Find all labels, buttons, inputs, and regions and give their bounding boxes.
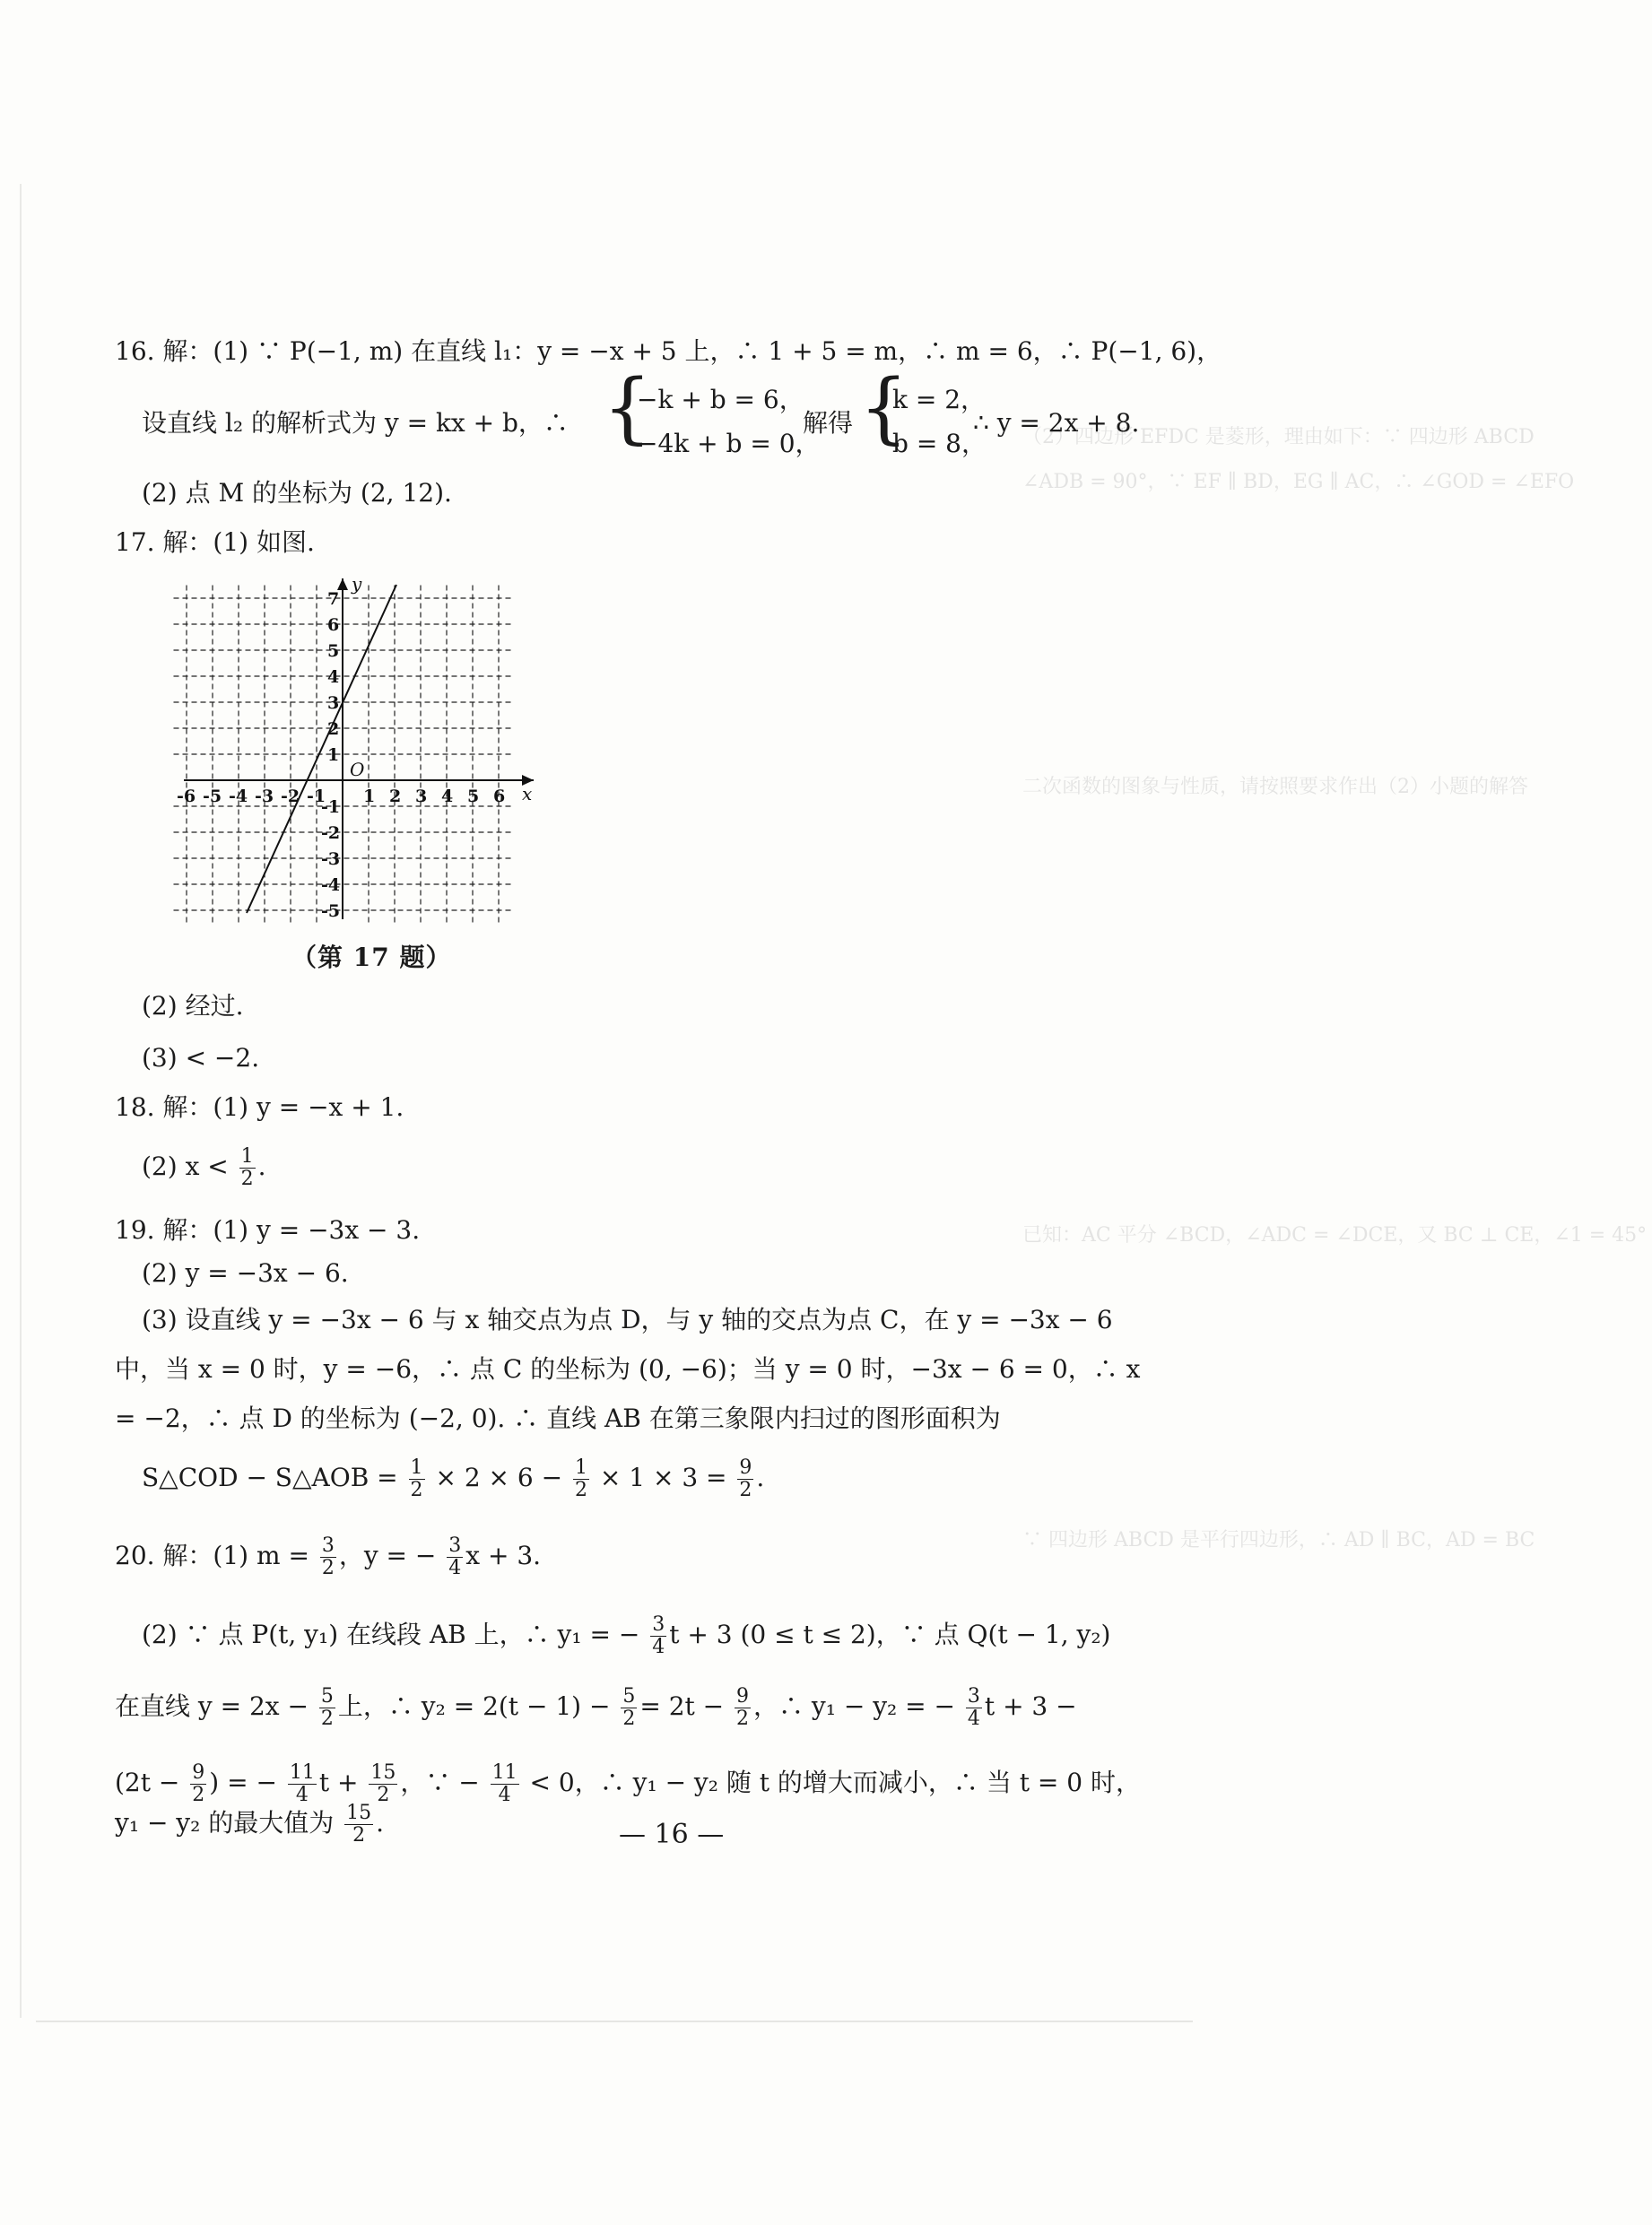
solution-brace: { (859, 363, 909, 453)
fraction: $\frac{9}{2}$ (739, 1456, 752, 1501)
bleed-through-text: 二次函数的图象与性质，请按照要求作出（2）小题的解答 (1022, 776, 1528, 798)
y-tick-label: -1 (321, 797, 341, 817)
y-tick-label: -5 (321, 901, 341, 921)
q16-line2-start: 设直线 l₂ 的解析式为 y = kx + b，∴ (142, 408, 569, 438)
y-tick-label: 3 (327, 693, 340, 713)
q18-part2: (2) x < $\frac{1}{2}$ . (142, 1145, 266, 1190)
x-tick-label: -1 (307, 787, 326, 806)
fraction: $\frac{1}{2}$ (240, 1145, 254, 1190)
y-tick-label: -4 (321, 875, 341, 895)
y-tick-label: 4 (327, 667, 340, 687)
bleed-through-text: 已知：AC 平分 ∠BCD，∠ADC = ∠DCE，又 BC ⊥ CE，∠1 = 45° (1022, 1224, 1648, 1247)
x-tick-label: 6 (493, 787, 506, 806)
y-tick-label: 1 (327, 745, 340, 765)
q19-part2: (2) y = −3x − 6. (142, 1258, 349, 1288)
x-tick-label: 2 (389, 787, 402, 806)
y-axis-label: y (352, 573, 362, 595)
y-tick-label: -2 (321, 823, 341, 843)
fraction: $\frac{5}{2}$ (320, 1685, 334, 1730)
x-axis-label: x (522, 783, 533, 804)
fraction: $\frac{3}{4}$ (967, 1685, 980, 1730)
fraction: $\frac{11}{4}$ (491, 1761, 517, 1806)
solution-k: k = 2， (892, 385, 987, 414)
fraction: $\frac{11}{4}$ (289, 1761, 315, 1806)
system-brace: { (603, 363, 652, 453)
q20-part2-line1: (2) ∵ 点 P(t, y₁) 在线段 AB 上，∴ y₁ = − $\frac{3}{4}$ t + 3 (0 ≤ t ≤ 2)，∵ 点 Q(t − 1, y₂) (142, 1613, 1111, 1658)
q18-line1: 18. 解：(1) y = −x + 1. (115, 1092, 404, 1122)
fraction: $\frac{5}{2}$ (622, 1685, 636, 1730)
q20-part2-line2: 在直线 y = 2x − $\frac{5}{2}$ 上，∴ y₂ = 2(t − 1) − $\frac{5}{2}$ = 2t − $\frac{9}{2}$ ，∴ y₁ − y₂ = − $\frac{3}{4}$ t + 3 − (115, 1685, 1077, 1730)
x-tick-label: -3 (255, 787, 274, 806)
bottom-rule (36, 2021, 1193, 2022)
y-tick-label: 6 (327, 615, 340, 635)
q19-part3-line1: (3) 设直线 y = −3x − 6 与 x 轴交点为点 D，与 y 轴的交点为点 C，在 y = −3x − 6 (142, 1305, 1113, 1334)
y-tick-label: 7 (327, 589, 340, 609)
x-tick-label: -6 (177, 787, 196, 806)
system-eq-1: −k + b = 6， (637, 385, 804, 414)
system-eq-2: −4k + b = 0， (637, 429, 821, 458)
fraction: $\frac{3}{4}$ (448, 1534, 462, 1579)
fraction: $\frac{1}{2}$ (574, 1456, 587, 1501)
q19-part3-line3: = −2，∴ 点 D 的坐标为 (−2, 0). ∴ 直线 AB 在第三象限内扫过的图形面积为 (115, 1404, 1001, 1433)
y-tick-label: -3 (321, 849, 341, 869)
q19-part3-line2: 中，当 x = 0 时，y = −6，∴ 点 C 的坐标为 (0, −6)；当 y = 0 时，−3x − 6 = 0，∴ x (115, 1354, 1141, 1384)
bleed-through-text: （2）四边形 EFDC 是菱形，理由如下：∵ 四边形 ABCD (1022, 426, 1535, 448)
x-tick-label: -4 (229, 787, 248, 806)
coordinate-graph (179, 574, 538, 924)
y-tick-label: 2 (327, 719, 340, 739)
page-edge (20, 184, 22, 2018)
y-tick-label: 5 (327, 641, 340, 661)
bleed-through-text: ∠ADB = 90°，∵ EF ∥ BD，EG ∥ AC，∴ ∠GOD = ∠EFO (1022, 471, 1575, 493)
fraction: $\frac{3}{2}$ (321, 1534, 335, 1579)
q20-line1: 20. 解：(1) m = $\frac{3}{2}$ ，y = − $\frac{3}{4}$ x + 3. (115, 1534, 542, 1579)
q16-line1: 16. 解：(1) ∵ P(−1, m) 在直线 l₁：y = −x + 5 上，∴ 1 + 5 = m，∴ m = 6，∴ P(−1, 6)， (115, 336, 1222, 366)
origin-label: O (350, 759, 365, 780)
solve-word: 解得 (803, 408, 854, 438)
fraction: $\frac{15}{2}$ (346, 1802, 372, 1847)
fraction: $\frac{3}{4}$ (652, 1613, 665, 1658)
q17-part3: (3) < −2. (142, 1043, 260, 1073)
fraction: $\frac{9}{2}$ (192, 1761, 205, 1806)
figure-caption: （第 17 题） (291, 943, 452, 972)
q19-area-equation: S△COD − S△AOB = $\frac{1}{2}$ × 2 × 6 − $\frac{1}{2}$ × 1 × 3 = $\frac{9}{2}$ . (142, 1456, 765, 1501)
x-tick-label: 5 (467, 787, 480, 806)
bleed-through-text: ∵ 四边形 ABCD 是平行四边形，∴ AD ∥ BC，AD = BC (1022, 1529, 1535, 1551)
q17-part2: (2) 经过. (142, 991, 244, 1021)
fraction: $\frac{9}{2}$ (736, 1685, 750, 1730)
q16-result: ∴ y = 2x + 8. (973, 408, 1140, 438)
page-number: — 16 — (619, 1819, 725, 1850)
x-tick-label: -5 (203, 787, 222, 806)
q20-part2-line4: y₁ − y₂ 的最大值为 $\frac{15}{2}$ . (115, 1802, 385, 1847)
fraction: $\frac{1}{2}$ (410, 1456, 423, 1501)
fraction: $\frac{15}{2}$ (370, 1761, 396, 1806)
q19-line1: 19. 解：(1) y = −3x − 3. (115, 1215, 421, 1245)
q20-part2-line3: (2t − $\frac{9}{2}$ ) = − $\frac{11}{4}$ t + $\frac{15}{2}$ ，∵ − $\frac{11}{4}$ < 0，∴ y₁ − y₂ 随 t 的增大而减小，∴ 当 t = 0 时， (115, 1761, 1141, 1806)
x-tick-label: 4 (441, 787, 454, 806)
x-tick-label: -2 (281, 787, 300, 806)
q17-line1: 17. 解：(1) 如图. (115, 527, 315, 557)
x-tick-label: 1 (363, 787, 376, 806)
q18-part2-text: (2) x < (142, 1152, 229, 1181)
x-tick-label: 3 (415, 787, 428, 806)
q16-part2: (2) 点 M 的坐标为 (2, 12). (142, 478, 452, 508)
solution-b: b = 8， (892, 429, 987, 458)
